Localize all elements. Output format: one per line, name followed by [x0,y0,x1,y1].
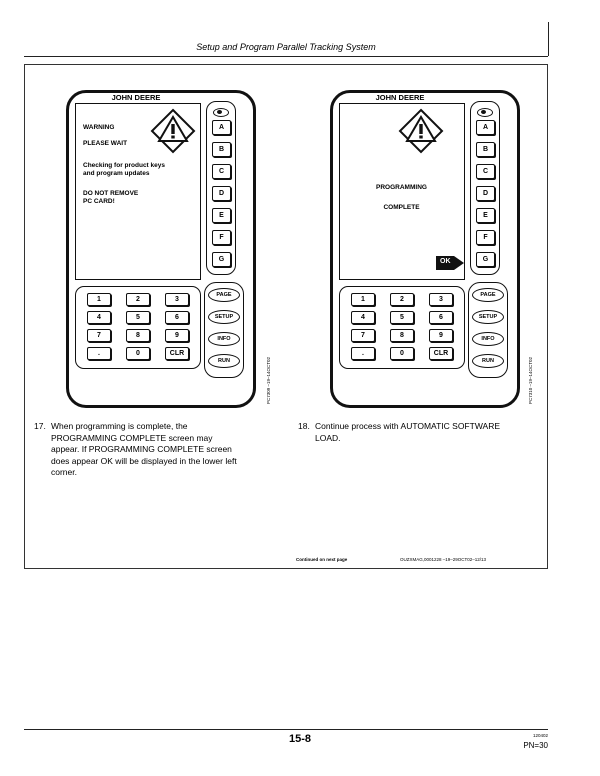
run-button[interactable]: RUN [208,354,240,368]
warning-icon [398,108,444,154]
display-device-figure-2 [330,90,520,408]
key-9[interactable]: 9 [429,329,453,342]
screen-text-pc-card: PC CARD! [83,198,115,205]
function-key-panel [468,282,508,378]
ok-softkey-indicator[interactable] [436,252,460,274]
screen-text-please-wait: PLEASE WAIT [83,140,128,147]
softkey-e[interactable]: E [476,208,495,223]
figure-1-label: PC7309 –19–14OCT02 [266,356,271,404]
footer-date: 120402 [532,733,548,738]
key-4[interactable]: 4 [351,311,375,324]
softkey-b[interactable]: B [212,142,231,157]
key-3[interactable]: 3 [165,293,189,306]
key-9[interactable]: 9 [165,329,189,342]
screen-text-checking: Checking for product keys [83,162,165,169]
step-line: LOAD. [315,432,341,443]
softkey-column [206,101,236,275]
footer-pn: PN=30 [523,741,548,750]
key-8[interactable]: 8 [126,329,150,342]
eye-icon [213,108,229,117]
step-number: 17. [34,421,46,431]
device-brand: JOHN DEERE [375,93,425,102]
key-decimal[interactable]: . [87,347,111,360]
figure-2-label: PC7310 –19–14OCT02 [528,356,533,404]
info-button[interactable]: INFO [472,332,504,346]
screen-text-updates: and program updates [83,170,150,177]
device-brand: JOHN DEERE [111,93,161,102]
header-vertical-divider [548,22,549,56]
softkey-c[interactable]: C [476,164,495,179]
continued-note: Continued on next page [296,557,348,562]
softkey-a[interactable]: A [476,120,495,135]
step-line: Continue process with AUTOMATIC SOFTWARE [315,421,500,431]
key-6[interactable]: 6 [429,311,453,324]
key-0[interactable]: 0 [126,347,150,360]
softkey-column [470,101,500,275]
page-number: 15-8 [288,733,312,745]
device-screen [339,103,465,280]
run-button[interactable]: RUN [472,354,504,368]
softkey-g[interactable]: G [212,252,231,267]
footer-divider [24,729,548,730]
key-0[interactable]: 0 [390,347,414,360]
key-2[interactable]: 2 [390,293,414,306]
display-device-figure-1 [66,90,256,408]
step-number: 18. [298,421,310,431]
key-6[interactable]: 6 [165,311,189,324]
screen-text-warning: WARNING [83,124,115,131]
key-clr[interactable]: CLR [165,347,189,360]
step-line: When programming is complete, the [51,421,188,431]
key-7[interactable]: 7 [87,329,111,342]
step-line: PROGRAMMING COMPLETE screen may [51,432,213,443]
numeric-keypad [75,286,201,369]
softkey-d[interactable]: D [476,186,495,201]
step-line: does appear OK will be displayed in the lower left [51,455,237,466]
softkey-b[interactable]: B [476,142,495,157]
function-key-panel [204,282,244,378]
key-2[interactable]: 2 [126,293,150,306]
screen-text-do-not-remove: DO NOT REMOVE [83,190,139,197]
step-text [51,421,237,479]
key-5[interactable]: 5 [390,311,414,324]
softkey-f[interactable]: F [476,230,495,245]
page-button[interactable]: PAGE [208,288,240,302]
header-title: Setup and Program Parallel Tracking System [196,42,376,52]
step-line: corner. [51,467,77,477]
header-divider [24,56,548,57]
softkey-e[interactable]: E [212,208,231,223]
setup-button[interactable]: SETUP [472,310,504,324]
setup-button[interactable]: SETUP [208,310,240,324]
step-line: appear. If PROGRAMMING COMPLETE screen [51,444,232,454]
key-8[interactable]: 8 [390,329,414,342]
warning-icon [150,108,196,154]
key-3[interactable]: 3 [429,293,453,306]
eye-icon [477,108,493,117]
info-button[interactable]: INFO [208,332,240,346]
softkey-f[interactable]: F [212,230,231,245]
key-5[interactable]: 5 [126,311,150,324]
key-7[interactable]: 7 [351,329,375,342]
key-4[interactable]: 4 [87,311,111,324]
softkey-d[interactable]: D [212,186,231,201]
softkey-a[interactable]: A [212,120,231,135]
screen-text-programming: PROGRAMMING [376,184,427,191]
page-button[interactable]: PAGE [472,288,504,302]
step-18 [298,421,546,451]
step-17 [34,421,284,491]
ok-label: OK [440,258,451,265]
softkey-c[interactable]: C [212,164,231,179]
document-code: OUZXMAG,0001228 –19–29OCT02–12/13 [400,557,487,562]
key-1[interactable]: 1 [351,293,375,306]
step-text [315,421,500,444]
screen-text-complete: COMPLETE [383,204,420,211]
key-clr[interactable]: CLR [429,347,453,360]
softkey-g[interactable]: G [476,252,495,267]
device-screen [75,103,201,280]
numeric-keypad [339,286,465,369]
key-1[interactable]: 1 [87,293,111,306]
key-decimal[interactable]: . [351,347,375,360]
